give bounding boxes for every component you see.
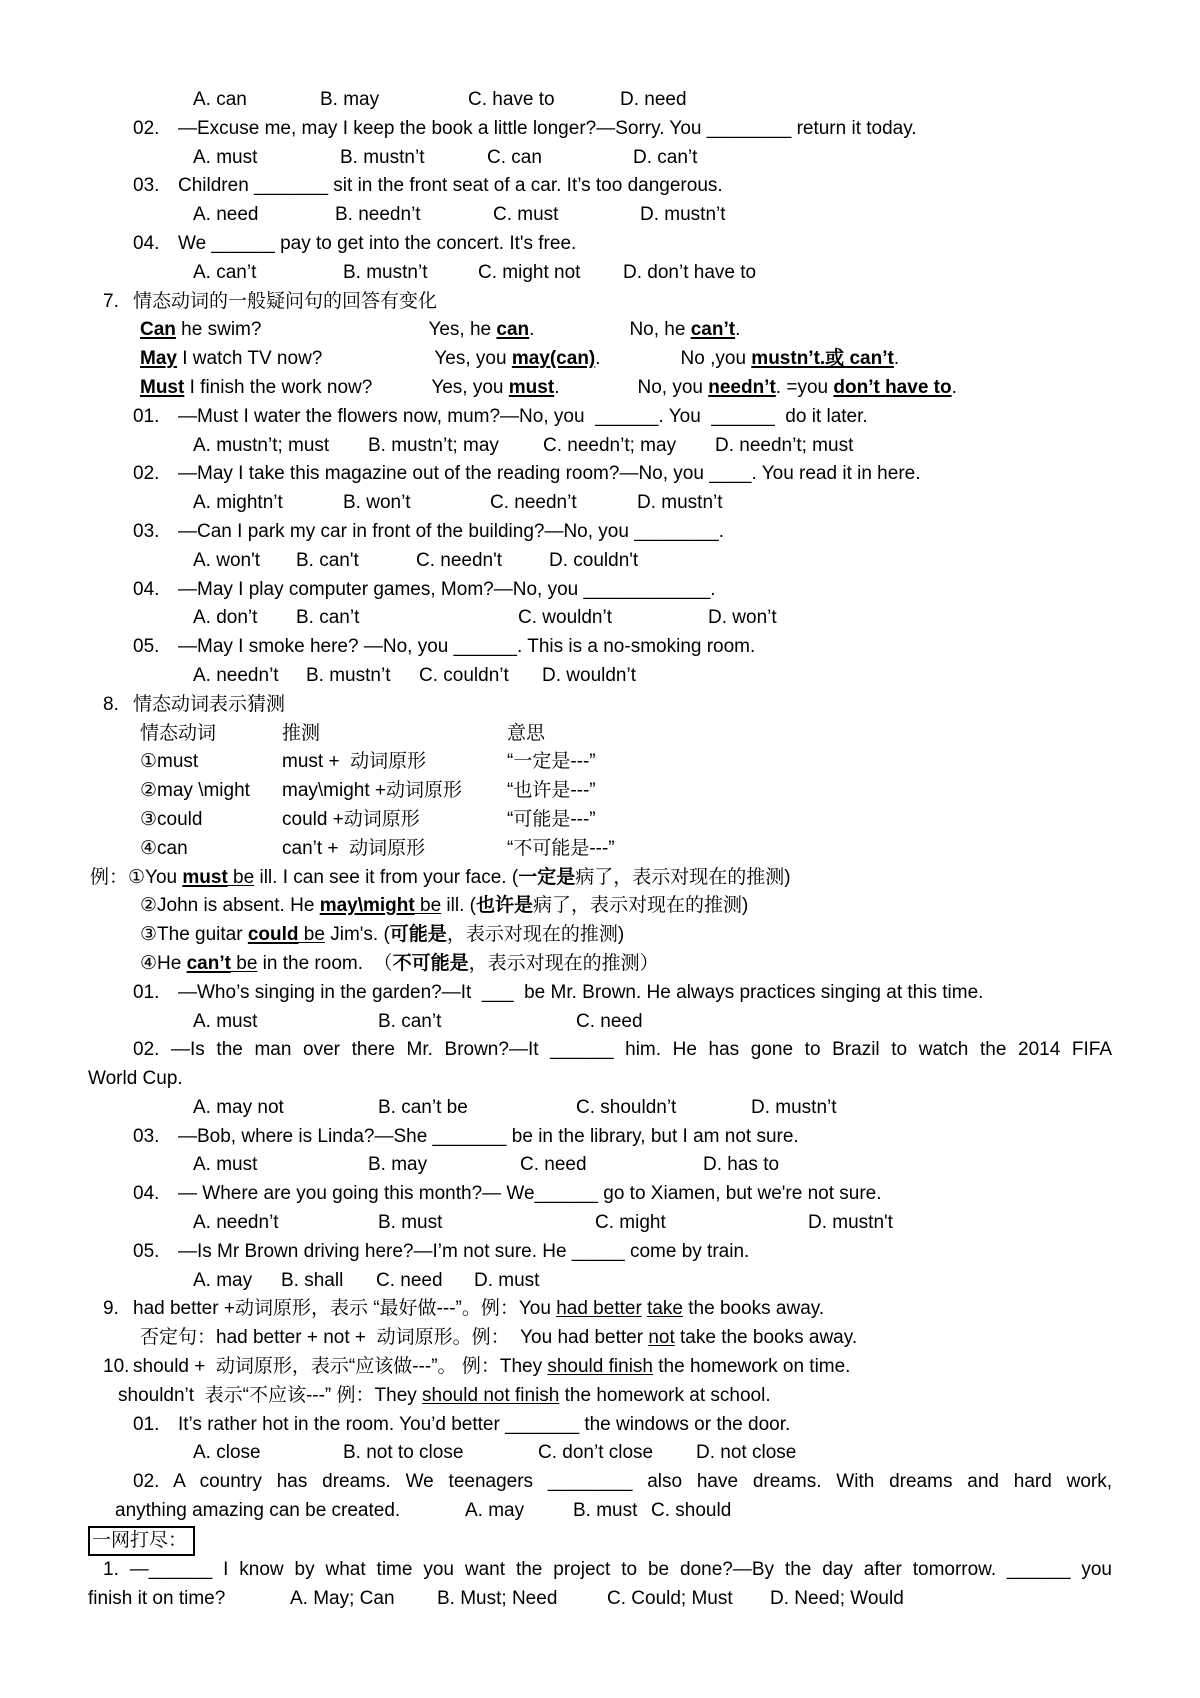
tab-spacer bbox=[261, 334, 428, 335]
text-segment: D. couldn't bbox=[549, 549, 639, 571]
text-line bbox=[88, 662, 1112, 691]
text-segment: . bbox=[554, 376, 560, 398]
text-segment: “一定是---” bbox=[507, 751, 596, 773]
text-segment: ，表示对现在的推测） bbox=[468, 952, 659, 974]
text-segment: A. must bbox=[193, 1154, 258, 1176]
text-line bbox=[88, 835, 1112, 864]
text-segment: A. may bbox=[193, 1269, 253, 1291]
text-line bbox=[88, 777, 1112, 806]
text-segment: 10. bbox=[103, 1356, 130, 1378]
text-segment: be bbox=[298, 924, 325, 946]
text-segment: D. mustn’t bbox=[640, 204, 726, 226]
text-line bbox=[88, 518, 1112, 547]
text-segment: B. can’t bbox=[296, 607, 360, 629]
tab-spacer bbox=[559, 392, 637, 393]
text-segment: “可能是---” bbox=[507, 808, 596, 830]
text-segment: 病了，表示对现在的推测) bbox=[532, 895, 749, 917]
text-line bbox=[88, 172, 1112, 201]
text-segment: the books away. bbox=[682, 1298, 825, 1320]
text-line bbox=[88, 1353, 1112, 1382]
text-segment: D. has to bbox=[703, 1154, 780, 1176]
text-segment: B. must bbox=[573, 1500, 638, 1522]
text-segment: C. need bbox=[576, 1010, 643, 1032]
text-segment: C. can bbox=[487, 146, 542, 168]
text-segment: may\might +动词原形 bbox=[282, 780, 463, 802]
document-content bbox=[88, 86, 1112, 1613]
text-segment: shouldn’t 表示“不应该---” 例：They bbox=[118, 1384, 423, 1406]
text-segment: 推测 bbox=[282, 722, 321, 744]
text-segment: can’t bbox=[690, 319, 736, 341]
text-segment: can’t + 动词原形 bbox=[282, 837, 426, 859]
text-segment: B. mustn’t; may bbox=[368, 434, 499, 456]
text-segment: should finish bbox=[547, 1356, 653, 1378]
text-line bbox=[88, 316, 1112, 345]
text-segment: D. won’t bbox=[708, 607, 777, 629]
text-line bbox=[88, 1585, 1112, 1614]
text-segment: B. can't bbox=[296, 549, 359, 571]
text-segment: B. may bbox=[368, 1154, 428, 1176]
text-line bbox=[88, 1439, 1112, 1468]
text-segment: C. needn’t bbox=[490, 492, 577, 514]
text-segment: Yes, he bbox=[428, 319, 497, 341]
text-line bbox=[88, 604, 1112, 633]
text-segment: B. needn’t bbox=[335, 204, 421, 226]
text-segment: —May I play computer games, Mom?—No, you ____________. bbox=[178, 578, 716, 600]
text-segment: be bbox=[414, 895, 442, 917]
text-segment: 05. bbox=[133, 636, 160, 658]
text-segment: D. must bbox=[474, 1269, 540, 1291]
text-segment: had better bbox=[556, 1298, 642, 1320]
text-segment: 情态动词表示猜测 bbox=[133, 693, 286, 715]
text-segment: he swim? bbox=[175, 319, 262, 341]
text-segment: Yes, you bbox=[434, 348, 512, 370]
section-box-label: 一网打尽： bbox=[88, 1526, 195, 1556]
text-segment: —Must I water the flowers now, mum?—No, you ______. You ______ do it later. bbox=[178, 405, 868, 427]
text-line bbox=[88, 230, 1112, 259]
text-segment: anything amazing can be created. bbox=[115, 1500, 401, 1522]
text-segment: B. won’t bbox=[343, 492, 411, 514]
text-segment: 01. bbox=[133, 981, 160, 1003]
text-segment: 02. —Is the man over there Mr. Brown?—It ______ him. He has gone to Brazil to watch the 2014 FIFA bbox=[133, 1039, 1112, 1061]
text-segment: Yes, you bbox=[431, 376, 509, 398]
text-line bbox=[88, 1382, 1112, 1411]
text-segment: 04. bbox=[133, 1183, 160, 1205]
text-segment: A. need bbox=[193, 204, 259, 226]
text-segment: not bbox=[648, 1327, 675, 1349]
text-segment: . bbox=[951, 376, 957, 398]
text-segment: needn’t bbox=[708, 376, 776, 398]
text-segment: A. may bbox=[465, 1500, 525, 1522]
text-segment: Jim's. ( bbox=[324, 924, 390, 946]
text-segment: should + 动词原形，表示“应该做---”。 例：They bbox=[133, 1356, 548, 1378]
text-line bbox=[88, 144, 1112, 173]
text-line bbox=[88, 432, 1112, 461]
text-segment: May bbox=[140, 348, 177, 370]
text-segment: D. mustn't bbox=[808, 1212, 893, 1234]
text-segment: —Can I park my car in front of the building?—No, you ________. bbox=[178, 520, 725, 542]
text-segment: D. can’t bbox=[633, 146, 698, 168]
text-line bbox=[88, 1094, 1112, 1123]
text-line bbox=[88, 1036, 1112, 1065]
text-segment: 7. bbox=[103, 290, 119, 312]
text-segment: 也许是 bbox=[475, 895, 533, 917]
text-segment: . bbox=[735, 319, 741, 341]
text-line bbox=[88, 86, 1112, 115]
text-segment: D. mustn’t bbox=[751, 1096, 837, 1118]
text-segment: No, you bbox=[637, 376, 709, 398]
text-segment: ③could bbox=[140, 808, 203, 830]
text-segment: I watch TV now? bbox=[176, 348, 323, 370]
tab-spacer bbox=[534, 334, 629, 335]
text-segment: 否定句：had better + not + 动词原形。例： You had better bbox=[140, 1327, 649, 1349]
text-segment: ④He bbox=[140, 952, 187, 974]
text-segment: ③The guitar bbox=[140, 924, 248, 946]
text-segment: D. don’t have to bbox=[623, 261, 757, 283]
text-line bbox=[88, 806, 1112, 835]
text-line bbox=[88, 1468, 1112, 1497]
text-segment: C. wouldn’t bbox=[518, 607, 612, 629]
text-segment: the homework at school. bbox=[559, 1384, 771, 1406]
text-segment: B. shall bbox=[281, 1269, 344, 1291]
text-segment: 03. bbox=[133, 175, 160, 197]
text-segment: —Is Mr Brown driving here?—I’m not sure. He _____ come by train. bbox=[178, 1240, 750, 1262]
text-segment: A. can’t bbox=[193, 261, 257, 283]
text-line bbox=[88, 1267, 1112, 1296]
text-segment: 01. bbox=[133, 405, 160, 427]
text-segment: A. mightn’t bbox=[193, 492, 283, 514]
text-line bbox=[88, 892, 1112, 921]
text-segment: C. have to bbox=[468, 89, 555, 110]
text-segment: must + 动词原形 bbox=[282, 751, 427, 773]
text-segment: had better +动词原形，表示 “最好做---”。例：You bbox=[133, 1298, 557, 1320]
text-segment: may(can) bbox=[511, 348, 596, 370]
text-segment: 03. bbox=[133, 520, 160, 542]
text-segment: the homework on time. bbox=[652, 1356, 851, 1378]
tab-spacer bbox=[322, 363, 434, 364]
text-segment: could bbox=[247, 924, 299, 946]
text-segment: 病了，表示对现在的推测) bbox=[575, 866, 791, 888]
tab-spacer bbox=[372, 392, 431, 393]
text-segment: 例：①You bbox=[90, 866, 183, 888]
text-segment: A. may not bbox=[193, 1096, 284, 1118]
text-segment: World Cup. bbox=[88, 1068, 183, 1090]
text-segment: can’t bbox=[186, 952, 231, 974]
text-line bbox=[88, 259, 1112, 288]
text-segment: should not finish bbox=[422, 1384, 560, 1406]
text-line bbox=[88, 489, 1112, 518]
text-segment: B. not to close bbox=[343, 1442, 464, 1464]
text-segment: —May I take this magazine out of the reading room?—No, you ____. You read it in here. bbox=[178, 463, 921, 485]
text-line bbox=[88, 864, 1112, 893]
text-segment: C. couldn’t bbox=[419, 664, 509, 686]
text-line bbox=[88, 1151, 1112, 1180]
text-line bbox=[88, 1411, 1112, 1440]
text-segment: Children _______ sit in the front seat of a car. It’s too dangerous. bbox=[178, 175, 723, 197]
text-segment: finish it on time? bbox=[88, 1587, 226, 1609]
text-segment: 02. bbox=[133, 117, 160, 139]
text-segment: 一定是 bbox=[518, 866, 576, 888]
text-segment: 可能是 bbox=[389, 924, 447, 946]
text-segment: A. must bbox=[193, 146, 258, 168]
text-segment: be bbox=[230, 952, 258, 974]
text-segment: B. must bbox=[378, 1212, 443, 1234]
text-segment: B. may bbox=[320, 89, 380, 110]
text-segment: take the books away. bbox=[674, 1327, 858, 1349]
text-segment: C. need bbox=[520, 1154, 587, 1176]
text-line bbox=[88, 1556, 1112, 1585]
text-line bbox=[88, 921, 1112, 950]
text-segment: —Bob, where is Linda?—She _______ be in the library, but I am not sure. bbox=[178, 1125, 799, 1147]
text-segment: I finish the work now? bbox=[184, 376, 373, 398]
text-segment: . bbox=[529, 319, 535, 341]
text-line bbox=[88, 1123, 1112, 1152]
text-segment: take bbox=[647, 1298, 683, 1320]
text-segment: could +动词原形 bbox=[282, 808, 420, 830]
text-segment: mustn’t.或 can’t bbox=[751, 348, 894, 370]
text-line bbox=[88, 576, 1112, 605]
text-segment: D. Need; Would bbox=[770, 1587, 904, 1609]
text-line bbox=[88, 1526, 1112, 1556]
text-segment: A. can bbox=[193, 89, 247, 110]
text-segment: B. Must; Need bbox=[437, 1587, 558, 1609]
text-segment: can bbox=[496, 319, 530, 341]
text-segment: Must bbox=[140, 376, 185, 398]
text-segment: C. Could; Must bbox=[607, 1587, 733, 1609]
text-segment: “也许是---” bbox=[507, 780, 596, 802]
text-segment: may\might bbox=[319, 895, 415, 917]
text-segment: B. mustn’t bbox=[340, 146, 425, 168]
text-segment: B. can’t bbox=[378, 1010, 442, 1032]
text-segment: D. needn’t; must bbox=[715, 434, 854, 456]
text-segment: B. mustn’t bbox=[306, 664, 391, 686]
text-segment: D. wouldn’t bbox=[542, 664, 636, 686]
text-segment: 意思 bbox=[507, 722, 546, 744]
text-segment: —Who’s singing in the garden?—It ___ be Mr. Brown. He always practices singing at this time. bbox=[178, 981, 984, 1003]
text-segment: must bbox=[508, 376, 555, 398]
text-segment: 01. bbox=[133, 1413, 160, 1435]
text-segment: in the room. （ bbox=[257, 952, 393, 974]
text-line bbox=[88, 1324, 1112, 1353]
text-segment: —May I smoke here? —No, you ______. This is a no-smoking room. bbox=[178, 636, 756, 658]
text-line bbox=[88, 547, 1112, 576]
tab-spacer bbox=[601, 363, 681, 364]
text-segment: — Where are you going this month?— We______ go to Xiamen, but we're not sure. bbox=[178, 1183, 882, 1205]
text-segment: D. mustn’t bbox=[637, 492, 723, 514]
text-line bbox=[88, 691, 1112, 720]
text-segment: 02. A country has dreams. We teenagers ________ also have dreams. With dreams and hard work, bbox=[133, 1471, 1112, 1493]
text-segment: It’s rather hot in the room. You’d better _______ the windows or the door. bbox=[178, 1413, 791, 1435]
text-line bbox=[88, 950, 1112, 979]
text-line bbox=[88, 403, 1112, 432]
text-segment: 情态动词的一般疑问句的回答有变化 bbox=[133, 290, 438, 312]
text-line bbox=[88, 720, 1112, 749]
text-segment: B. can’t be bbox=[378, 1096, 468, 1118]
text-segment: A. close bbox=[193, 1442, 261, 1464]
text-segment: A. needn’t bbox=[193, 664, 279, 686]
text-segment: be bbox=[227, 866, 255, 888]
text-line bbox=[88, 748, 1112, 777]
text-segment: . bbox=[893, 348, 900, 370]
text-segment: ①must bbox=[140, 751, 199, 773]
text-segment: ②John is absent. He bbox=[140, 895, 320, 917]
text-segment: D. need bbox=[620, 89, 687, 110]
text-segment: —Excuse me, may I keep the book a little longer?—Sorry. You ________ return it today. bbox=[178, 117, 917, 139]
text-line bbox=[88, 345, 1112, 374]
text-line bbox=[88, 979, 1112, 1008]
text-segment: 02. bbox=[133, 463, 160, 485]
text-line bbox=[88, 1238, 1112, 1267]
text-segment: C. might not bbox=[478, 261, 581, 283]
text-segment: ④can bbox=[140, 837, 188, 859]
text-segment: A. needn’t bbox=[193, 1212, 279, 1234]
text-line bbox=[88, 115, 1112, 144]
text-segment: 05. bbox=[133, 1240, 160, 1262]
text-segment: C. don’t close bbox=[538, 1442, 654, 1464]
text-segment: 9. bbox=[103, 1298, 119, 1320]
text-segment: C. needn’t; may bbox=[543, 434, 677, 456]
text-segment: B. mustn’t bbox=[343, 261, 428, 283]
text-segment: 04. bbox=[133, 232, 160, 254]
text-segment: A. must bbox=[193, 1010, 258, 1032]
text-segment: C. should bbox=[651, 1500, 732, 1522]
text-line bbox=[88, 1180, 1112, 1209]
text-line bbox=[88, 1209, 1112, 1238]
text-segment: A. won't bbox=[193, 549, 260, 571]
text-segment: “不可能是---” bbox=[507, 837, 615, 859]
text-segment: A. May; Can bbox=[290, 1587, 395, 1609]
text-segment: . =you bbox=[775, 376, 834, 398]
text-segment: Can bbox=[140, 319, 176, 341]
text-line bbox=[88, 374, 1112, 403]
text-line bbox=[88, 201, 1112, 230]
text-segment: 04. bbox=[133, 578, 160, 600]
text-segment: C. must bbox=[493, 204, 559, 226]
text-segment: D. not close bbox=[696, 1442, 797, 1464]
text-segment: 1. —______ I know by what time you want the project to be done?—By the day after tomorrow. ______ you bbox=[103, 1558, 1112, 1580]
text-segment: ，表示对现在的推测) bbox=[446, 924, 625, 946]
text-segment: ill. ( bbox=[441, 895, 476, 917]
text-line bbox=[88, 1008, 1112, 1037]
text-segment: must bbox=[182, 866, 228, 888]
text-segment: . bbox=[595, 348, 601, 370]
text-segment: ill. I can see it from your face. ( bbox=[254, 866, 519, 888]
text-line bbox=[88, 1497, 1112, 1526]
text-segment: ②may \might bbox=[140, 780, 250, 802]
text-segment: C. might bbox=[595, 1212, 666, 1234]
text-segment: No, he bbox=[629, 319, 691, 341]
text-segment: A. mustn’t; must bbox=[193, 434, 330, 456]
text-segment: 8. bbox=[103, 693, 119, 715]
text-segment: C. shouldn’t bbox=[576, 1096, 677, 1118]
text-segment: 03. bbox=[133, 1125, 160, 1147]
text-segment: C. need bbox=[376, 1269, 443, 1291]
text-segment: C. needn't bbox=[416, 549, 503, 571]
text-segment: 不可能是 bbox=[392, 952, 469, 974]
text-line bbox=[88, 633, 1112, 662]
text-line bbox=[88, 460, 1112, 489]
text-line bbox=[88, 1065, 1112, 1094]
text-segment: 情态动词 bbox=[140, 722, 217, 744]
text-segment: A. don’t bbox=[193, 607, 258, 629]
text-segment: No ,you bbox=[680, 348, 752, 370]
text-segment: We ______ pay to get into the concert. It's free. bbox=[178, 232, 577, 254]
text-line bbox=[88, 288, 1112, 317]
text-segment: don’t have to bbox=[833, 376, 952, 398]
text-line bbox=[88, 1295, 1112, 1324]
